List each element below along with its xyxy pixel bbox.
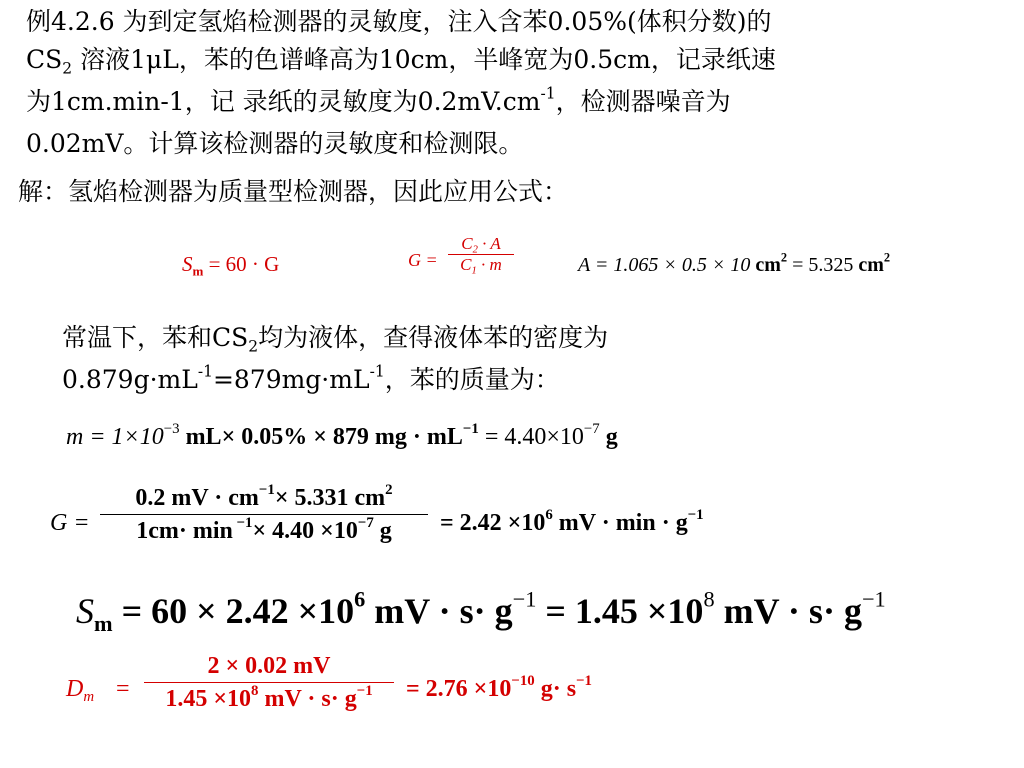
mass-equation xyxy=(66,420,618,451)
mass-eq-c: = 4.40×10 xyxy=(478,424,584,450)
formula-g-den-tail: · m xyxy=(476,255,502,274)
formula-g-den-sub: 1 xyxy=(471,265,477,277)
dm-eq-rhs-sup2: −1 xyxy=(576,672,592,689)
dm-eq-fraction xyxy=(144,650,394,715)
sm-eq-c-sup: 8 xyxy=(703,586,715,612)
dm-eq-rhs xyxy=(406,672,592,703)
sm-eq-b: mV · s· g xyxy=(365,591,513,631)
formula-g-den-c: C xyxy=(460,255,472,274)
mass-eq-a: m = 1×10 xyxy=(66,424,164,450)
dm-eq-lhs-sub: m xyxy=(83,689,95,706)
g-eq-num-b: × 5.331 cm xyxy=(274,485,386,511)
mass-eq-b-sup: −1 xyxy=(462,420,479,437)
g-eq-rhs-b: mV · min · g xyxy=(552,510,688,536)
formula-g-num-c: C xyxy=(461,234,473,253)
density-line-1-sub: 2 xyxy=(248,337,259,356)
sm-eq-c: = 1.45 ×10 xyxy=(536,591,704,631)
density-line-2-sup2: -1 xyxy=(369,362,385,381)
dm-eq-den xyxy=(144,683,394,715)
sm-eq-d: mV · s· g xyxy=(714,591,862,631)
problem-line-2 xyxy=(26,44,776,78)
g-eq-lhs: G = xyxy=(50,510,90,536)
dm-eq-den-sup: 8 xyxy=(251,682,259,699)
formula-sm-lhs-sub: m xyxy=(192,263,204,279)
dm-eq-lhs-d: D xyxy=(66,676,84,702)
sm-eq-d-sup: −1 xyxy=(861,586,886,612)
dm-eq-rhs-a: = 2.76 ×10 xyxy=(406,676,512,702)
g-eq-num xyxy=(100,482,428,514)
problem-line-2-post: 溶液1μL，苯的色谱峰高为10cm，半峰宽为0.5cm，记录纸速 xyxy=(72,45,776,74)
formula-a-text: A = 1.065 × 0.5 × 10 xyxy=(578,254,756,276)
dm-eq-den-a: 1.45 ×10 xyxy=(165,686,252,712)
dm-eq-lhs xyxy=(66,676,95,706)
mass-eq-c-sup: −7 xyxy=(583,420,600,437)
formula-g-fraction xyxy=(448,234,514,275)
sm-eq-s-sub: m xyxy=(94,610,113,636)
g-eq-num-sup2: 2 xyxy=(385,481,393,498)
formula-a-unit2: cm xyxy=(858,254,884,276)
problem-line-3-pre: 为1cm.min-1，记 录纸的灵敏度为0.2mV.cm xyxy=(26,87,541,116)
formula-g-den xyxy=(448,255,514,275)
formula-sm-lhs: S xyxy=(182,252,193,276)
g-eq-rhs xyxy=(440,506,704,537)
density-line-1-post: 均为液体，查得液体苯的密度为 xyxy=(258,323,609,352)
dm-eq-den-sup2: −1 xyxy=(356,682,373,699)
formula-g-num-sub: 2 xyxy=(472,244,478,256)
formula-sm xyxy=(182,252,279,277)
sm-eq-a-sup: 6 xyxy=(354,586,366,612)
dm-eq-num: 2 × 0.02 mV xyxy=(207,653,331,679)
mass-eq-d: g xyxy=(599,424,618,450)
problem-line-2-pre: CS xyxy=(26,45,63,74)
mass-eq-a-sup: −3 xyxy=(163,420,180,437)
dm-eq-rhs-b: g· s xyxy=(534,676,577,702)
dm-eq-den-b: mV · s· g xyxy=(258,686,357,712)
sm-eq-a: = 60 × 2.42 ×10 xyxy=(112,591,355,631)
g-eq-rhs-a: = 2.42 ×10 xyxy=(440,510,546,536)
g-eq-den xyxy=(100,515,428,547)
g-eq-den-sup2: −7 xyxy=(357,514,374,531)
dm-eq-rhs-sup: −10 xyxy=(511,672,535,689)
density-line-2-a: 0.879g·mL xyxy=(62,365,198,394)
g-eq-fraction xyxy=(100,482,428,547)
density-line-1 xyxy=(62,322,609,356)
density-line-1-pre: 常温下，苯和CS xyxy=(62,323,249,352)
solution-intro: 解：氢焰检测器为质量型检测器，因此应用公式： xyxy=(18,177,569,206)
formula-g-num-tail: · A xyxy=(477,234,501,253)
formula-a-unit2-sup: 2 xyxy=(883,250,891,265)
sm-eq-s: S xyxy=(76,591,94,631)
formula-g-lhs: G = xyxy=(408,250,438,270)
problem-line-1: 例4.2.6 为到定氢焰检测器的灵敏度，注入含苯0.05%(体积分数)的 xyxy=(26,7,772,36)
problem-line-3-sup: -1 xyxy=(540,84,556,103)
problem-line-3 xyxy=(26,86,731,117)
density-line-2-b: =879mg·mL xyxy=(212,365,370,394)
sm-eq-b-sup: −1 xyxy=(512,586,537,612)
formula-sm-rhs: = 60 · G xyxy=(208,252,280,276)
problem-line-4: 0.02mV。计算该检测器的灵敏度和检测限。 xyxy=(26,129,524,158)
problem-line-3-post: ，检测器噪音为 xyxy=(555,87,731,116)
g-eq-rhs-sup2: −1 xyxy=(687,506,704,523)
formula-a-unit1-sup: 2 xyxy=(780,250,788,265)
dm-eq-equals: = xyxy=(116,676,130,702)
g-eq-num-sup: −1 xyxy=(258,481,275,498)
density-line-2-c: ，苯的质量为： xyxy=(384,365,560,394)
g-eq-num-a: 0.2 mV · cm xyxy=(135,485,259,511)
g-eq-den-a: 1cm· min xyxy=(136,518,233,544)
g-eq-den-c: g xyxy=(373,518,392,544)
sm-equation xyxy=(76,586,886,636)
g-eq-den-b: × 4.40 ×10 xyxy=(252,518,358,544)
formula-a-mid: = 5.325 xyxy=(787,254,859,276)
density-line-2-sup1: -1 xyxy=(197,362,213,381)
density-line-2 xyxy=(62,364,560,395)
formula-g-num xyxy=(448,234,514,254)
g-eq-rhs-sup: 6 xyxy=(545,506,553,523)
formula-a xyxy=(578,250,891,277)
formula-a-unit1: cm xyxy=(755,254,781,276)
mass-eq-b: mL× 0.05% × 879 mg · mL xyxy=(179,424,463,450)
g-eq-den-sup: −1 xyxy=(232,514,253,531)
problem-line-2-sub: 2 xyxy=(62,59,73,78)
